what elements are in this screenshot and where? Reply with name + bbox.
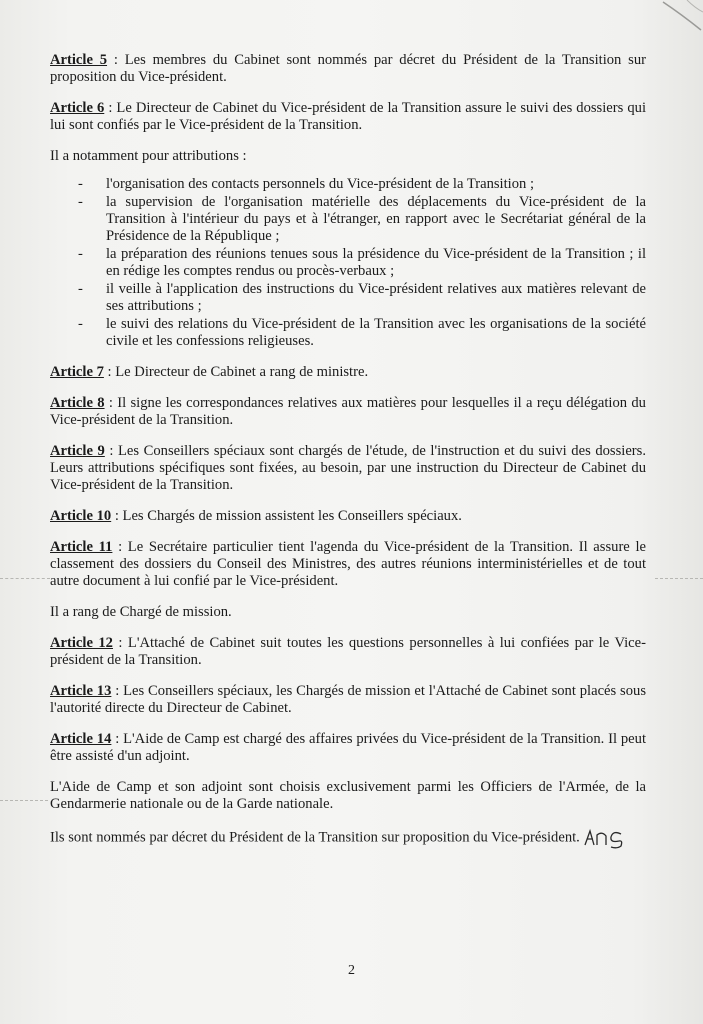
aide-de-camp-choice: L'Aide de Camp et son adjoint sont choisis exclusivement parmi les Officiers de l'Armée, de la Gendarmerie nationale ou de la Garde nationale.	[50, 779, 646, 812]
article-label: Article 13	[50, 683, 112, 699]
closing-paragraph	[50, 827, 646, 849]
article-14	[50, 731, 646, 765]
article-text: : L'Aide de Camp est chargé des affaires privées du Vice-président de la Transition. Il peut être assisté d'un adjoint.	[50, 731, 646, 764]
article-label: Article 6	[50, 100, 105, 116]
article-5	[50, 52, 646, 86]
article-12	[50, 635, 646, 669]
article-label: Article 5	[50, 52, 108, 68]
article-7	[50, 364, 646, 381]
article-text: : Le Secrétaire particulier tient l'agenda du Vice-président de la Transition. Il assure le classement des dossiers du Conseil des Ministres, des autres réunions interministérielles et de tout autre document à lui confié par le Vice-président.	[50, 539, 646, 589]
article-6	[50, 100, 646, 134]
attributions-list	[50, 176, 646, 350]
article-10	[50, 508, 646, 525]
corner-scratch-mark	[643, 0, 703, 40]
list-item: - l'organisation des contacts personnels du Vice-président de la Transition ;	[106, 176, 646, 193]
article-text: : Le Directeur de Cabinet du Vice-président de la Transition assure le suivi des dossiers qui lui sont confiés par le Vice-président de la Transition.	[50, 100, 646, 133]
article-label: Article 9	[50, 443, 105, 459]
article-text: : Il signe les correspondances relatives aux matières pour lesquelles il a reçu délégation du Vice-président de la Transition.	[50, 395, 646, 428]
article-label: Article 14	[50, 731, 112, 747]
article-text: : Le Directeur de Cabinet a rang de ministre.	[103, 364, 369, 380]
article-8	[50, 395, 646, 429]
article-text: : Les Conseillers spéciaux sont chargés de l'étude, de l'instruction et du suivi des dossiers. Leurs attributions spécifiques sont fixées, au besoin, par une instruction du Directeur de Cabinet du Vice-président de la Transition.	[50, 443, 646, 493]
scan-artifact-line	[0, 578, 50, 580]
article-label: Article 12	[50, 635, 113, 651]
article-text: : Les membres du Cabinet sont nommés par décret du Président de la Transition sur proposition du Vice-président.	[50, 52, 646, 85]
scan-artifact-line	[0, 800, 48, 802]
article-9	[50, 443, 646, 494]
page-number: 2	[348, 963, 355, 978]
article-label: Article 7	[50, 364, 104, 380]
closing-text: Ils sont nommés par décret du Président de la Transition sur proposition du Vice-président.	[50, 829, 580, 846]
article-label: Article 8	[50, 395, 105, 411]
initials-signature	[583, 827, 627, 849]
list-item: - la préparation des réunions tenues sous la présidence du Vice-président de la Transition ; il en rédige les comptes rendus ou procès-verbaux ;	[106, 246, 646, 280]
article-text: : L'Attaché de Cabinet suit toutes les questions personnelles à lui confiées par le Vice-président de la Transition.	[50, 635, 646, 668]
scan-artifact-line	[655, 578, 703, 580]
article-label: Article 10	[50, 508, 112, 524]
article-text: : Les Chargés de mission assistent les Conseillers spéciaux.	[111, 508, 462, 524]
article-label: Article 11	[50, 539, 113, 555]
article-11	[50, 539, 646, 590]
list-item: - la supervision de l'organisation matérielle des déplacements du Vice-président de la Transition à l'intérieur du pays et à l'étranger, en rapport avec le Secrétariat général de la Présidence de la République ;	[106, 194, 646, 245]
list-item: - il veille à l'application des instructions du Vice-président relatives aux matières relevant de ses attributions ;	[106, 281, 646, 315]
article-13	[50, 683, 646, 717]
article-text: : Les Conseillers spéciaux, les Chargés de mission et l'Attaché de Cabinet sont placés sous l'autorité directe du Directeur de Cabinet.	[50, 683, 647, 716]
article-11-rank: Il a rang de Chargé de mission.	[50, 604, 232, 620]
list-item: - le suivi des relations du Vice-président de la Transition avec les organisations de la société civile et les confessions religieuses.	[106, 316, 646, 350]
attributions-intro: Il a notamment pour attributions :	[50, 148, 247, 164]
document-body	[50, 52, 646, 863]
